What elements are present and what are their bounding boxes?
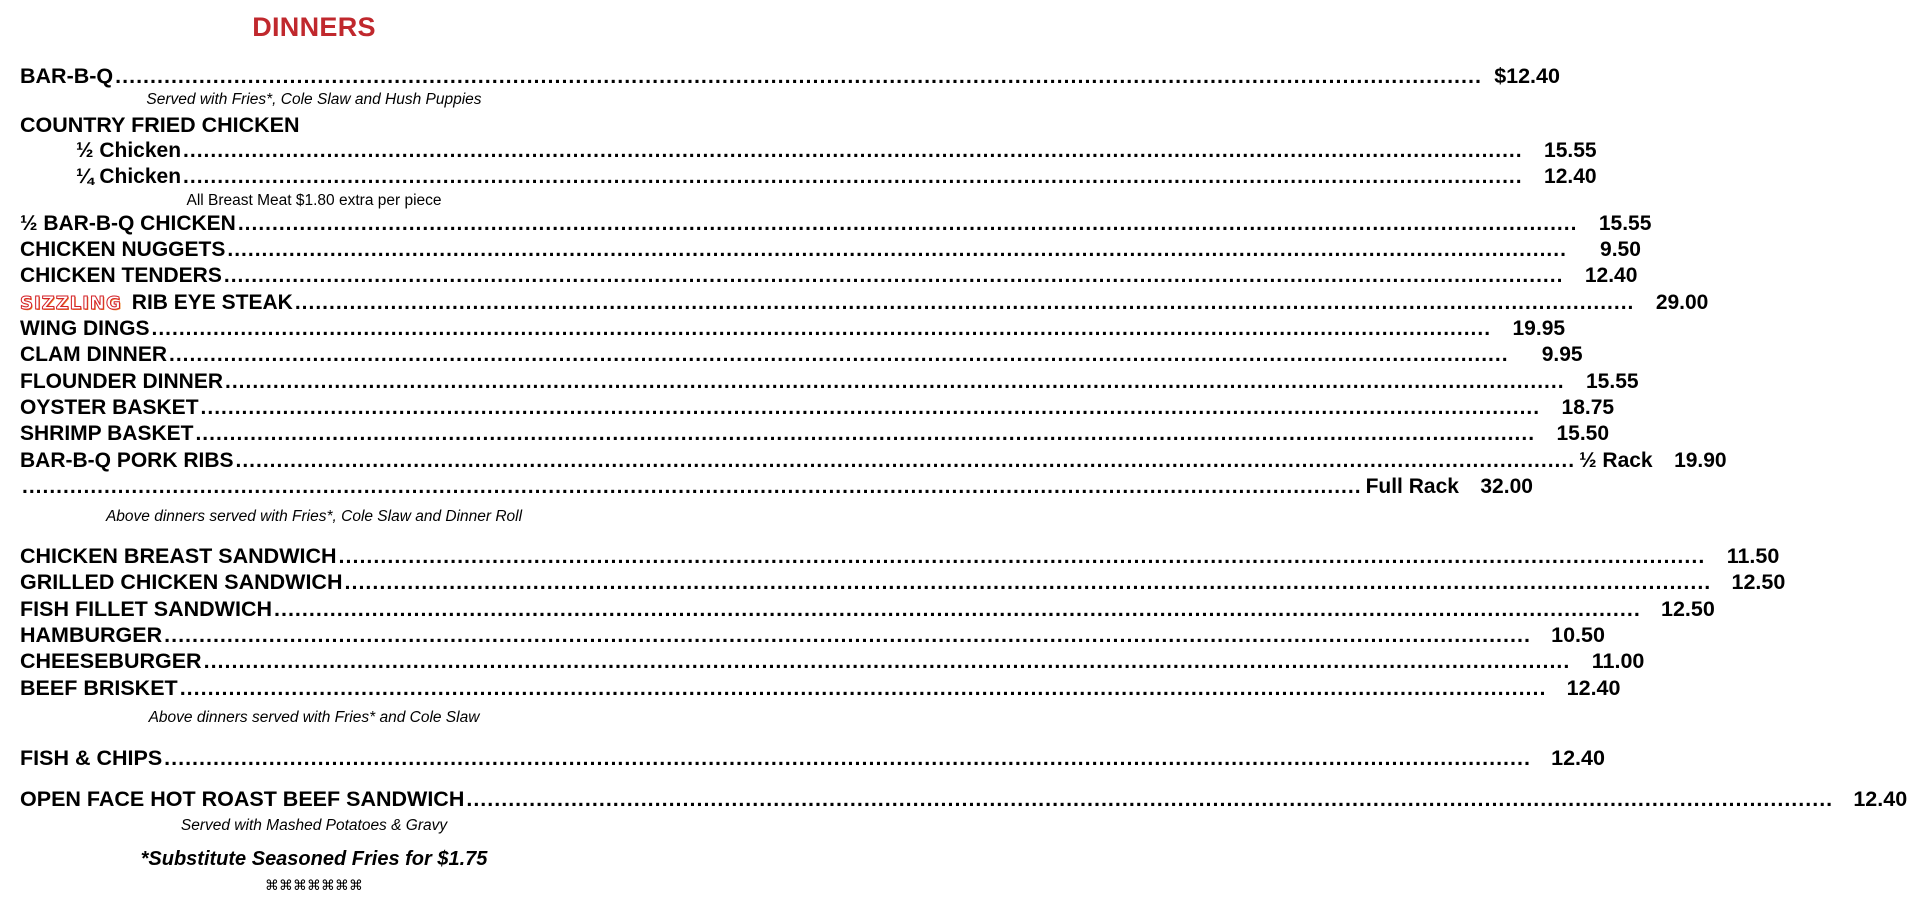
item-price: 9.50	[1600, 238, 1641, 261]
item-qualifier: Full Rack	[1365, 475, 1459, 498]
menu-item-oyster-basket	[20, 395, 1615, 421]
menu-item-flounder-dinner	[20, 369, 1639, 395]
item-name: ½ Chicken	[76, 139, 182, 162]
item-name: CHICKEN TENDERS	[20, 264, 222, 287]
menu-item-beef-brisket	[20, 675, 1621, 701]
item-qualifier: ½ Rack	[1579, 449, 1653, 472]
item-name: FISH FILLET SANDWICH	[20, 597, 273, 621]
item-name: FISH & CHIPS	[20, 746, 163, 770]
menu-title: DINNERS	[252, 12, 376, 42]
item-name: OYSTER BASKET	[20, 396, 199, 419]
item-price: 12.40	[1551, 746, 1605, 770]
menu-item-chicken-tenders	[20, 263, 1638, 289]
item-price: 10.50	[1551, 623, 1605, 647]
item-price: 15.55	[1586, 370, 1639, 393]
item-price: 18.75	[1561, 396, 1615, 419]
dot-leader	[164, 622, 1531, 648]
menu-item-clam-dinner	[20, 342, 1583, 368]
item-name: OPEN FACE HOT ROAST BEEF SANDWICH	[20, 787, 465, 811]
dot-leader	[164, 745, 1531, 771]
menu-item-half-barbq-chicken	[20, 211, 1652, 237]
item-price: 29.00	[1655, 291, 1709, 314]
dot-leader	[152, 316, 1492, 342]
item-price: 12.50	[1731, 570, 1786, 594]
item-name: BAR-B-Q	[20, 64, 114, 88]
item-name: COUNTRY FRIED CHICKEN	[20, 113, 300, 137]
item-name: CHICKEN NUGGETS	[20, 238, 226, 261]
dot-leader	[169, 342, 1509, 368]
item-price: 19.95	[1512, 317, 1566, 340]
item-name: ¼ Chicken	[76, 165, 182, 188]
menu-item-fish-fillet-sandwich	[20, 596, 1715, 622]
menu-item-cheeseburger	[20, 648, 1645, 674]
item-price: 11.50	[1726, 544, 1780, 568]
item-price: 19.90	[1674, 449, 1727, 472]
item-name: CHEESEBURGER	[20, 649, 202, 673]
item-price: 12.40	[1584, 264, 1638, 287]
item-price: $12.40	[1494, 64, 1560, 88]
menu-item-shrimp-basket	[20, 421, 1610, 447]
dot-leader	[201, 395, 1541, 421]
dot-leader	[183, 138, 1523, 164]
item-price: 12.40	[1566, 676, 1621, 700]
dot-leader	[195, 421, 1535, 447]
dot-leader	[236, 448, 1576, 474]
menu-item-open-face-roast-beef	[20, 786, 1907, 812]
dot-leader	[204, 648, 1571, 674]
item-name: ½ BAR-B-Q CHICKEN	[20, 212, 236, 235]
substitute-fries-note: *Substitute Seasoned Fries for $1.75	[140, 848, 488, 870]
menu-item-country-fried-chicken	[20, 112, 608, 138]
item-name: RIB EYE STEAK	[131, 291, 293, 314]
item-name: HAMBURGER	[20, 623, 163, 647]
sandwiches-note: Above dinners served with Fries* and Cole Slaw	[148, 709, 480, 726]
item-price: 12.40	[1853, 787, 1907, 811]
item-name: BAR-B-Q PORK RIBS	[20, 449, 234, 472]
item-price: 9.95	[1541, 343, 1583, 366]
dinners-note: Above dinners served with Fries*, Cole Slaw and Dinner Roll	[105, 508, 523, 525]
item-price: 32.00	[1480, 475, 1533, 498]
breast-meat-note: All Breast Meat $1.80 extra per piece	[186, 192, 442, 209]
menu-item-grilled-chicken-sandwich	[20, 569, 1786, 595]
item-name: SHRIMP BASKET	[20, 422, 194, 445]
item-price: 11.00	[1591, 649, 1645, 673]
dot-leader	[225, 369, 1565, 395]
menu-item-rib-eye-steak	[20, 290, 1709, 317]
menu-item-fish-and-chips	[20, 745, 1605, 771]
item-name: BEEF BRISKET	[20, 676, 178, 700]
ornament-divider: ⌘⌘⌘⌘⌘⌘⌘	[265, 878, 363, 894]
item-name: FLOUNDER DINNER	[20, 370, 223, 393]
dot-leader	[466, 786, 1833, 812]
dot-leader	[22, 474, 1362, 500]
item-name: CLAM DINNER	[20, 343, 167, 366]
dot-leader	[180, 675, 1547, 701]
item-name: GRILLED CHICKEN SANDWICH	[20, 570, 343, 594]
barbq-note: Served with Fries*, Cole Slaw and Hush Puppies	[146, 91, 482, 108]
dot-leader	[345, 569, 1712, 595]
roast-beef-note: Served with Mashed Potatoes & Gravy	[180, 817, 448, 834]
menu-item-pork-ribs-full	[20, 474, 1533, 500]
item-name: CHICKEN BREAST SANDWICH	[20, 544, 337, 568]
dot-leader	[339, 543, 1706, 569]
menu-item-hamburger	[20, 622, 1605, 648]
item-price: 15.55	[1544, 139, 1597, 162]
menu-item-half-chicken	[20, 138, 1597, 164]
item-price: 15.55	[1598, 212, 1652, 235]
dot-leader	[224, 263, 1564, 289]
menu-item-chicken-nuggets	[20, 237, 1641, 263]
sizzling-badge: SIZZLING	[20, 293, 122, 314]
menu-item-barbq	[20, 63, 1560, 89]
menu-item-wing-dings	[20, 316, 1566, 342]
item-name: WING DINGS	[20, 317, 150, 340]
menu-item-chicken-breast-sandwich	[20, 543, 1780, 569]
dot-leader	[295, 290, 1635, 316]
dot-leader	[238, 211, 1578, 237]
item-price: 12.50	[1661, 597, 1715, 621]
dot-leader	[115, 63, 1482, 89]
menu-item-quarter-chicken	[20, 164, 1597, 190]
menu-item-pork-ribs-half	[20, 448, 1727, 474]
item-price: 15.50	[1556, 422, 1610, 445]
item-price: 12.40	[1544, 165, 1597, 188]
dot-leader	[227, 237, 1567, 263]
dot-leader	[183, 164, 1523, 190]
dot-leader	[274, 596, 1641, 622]
